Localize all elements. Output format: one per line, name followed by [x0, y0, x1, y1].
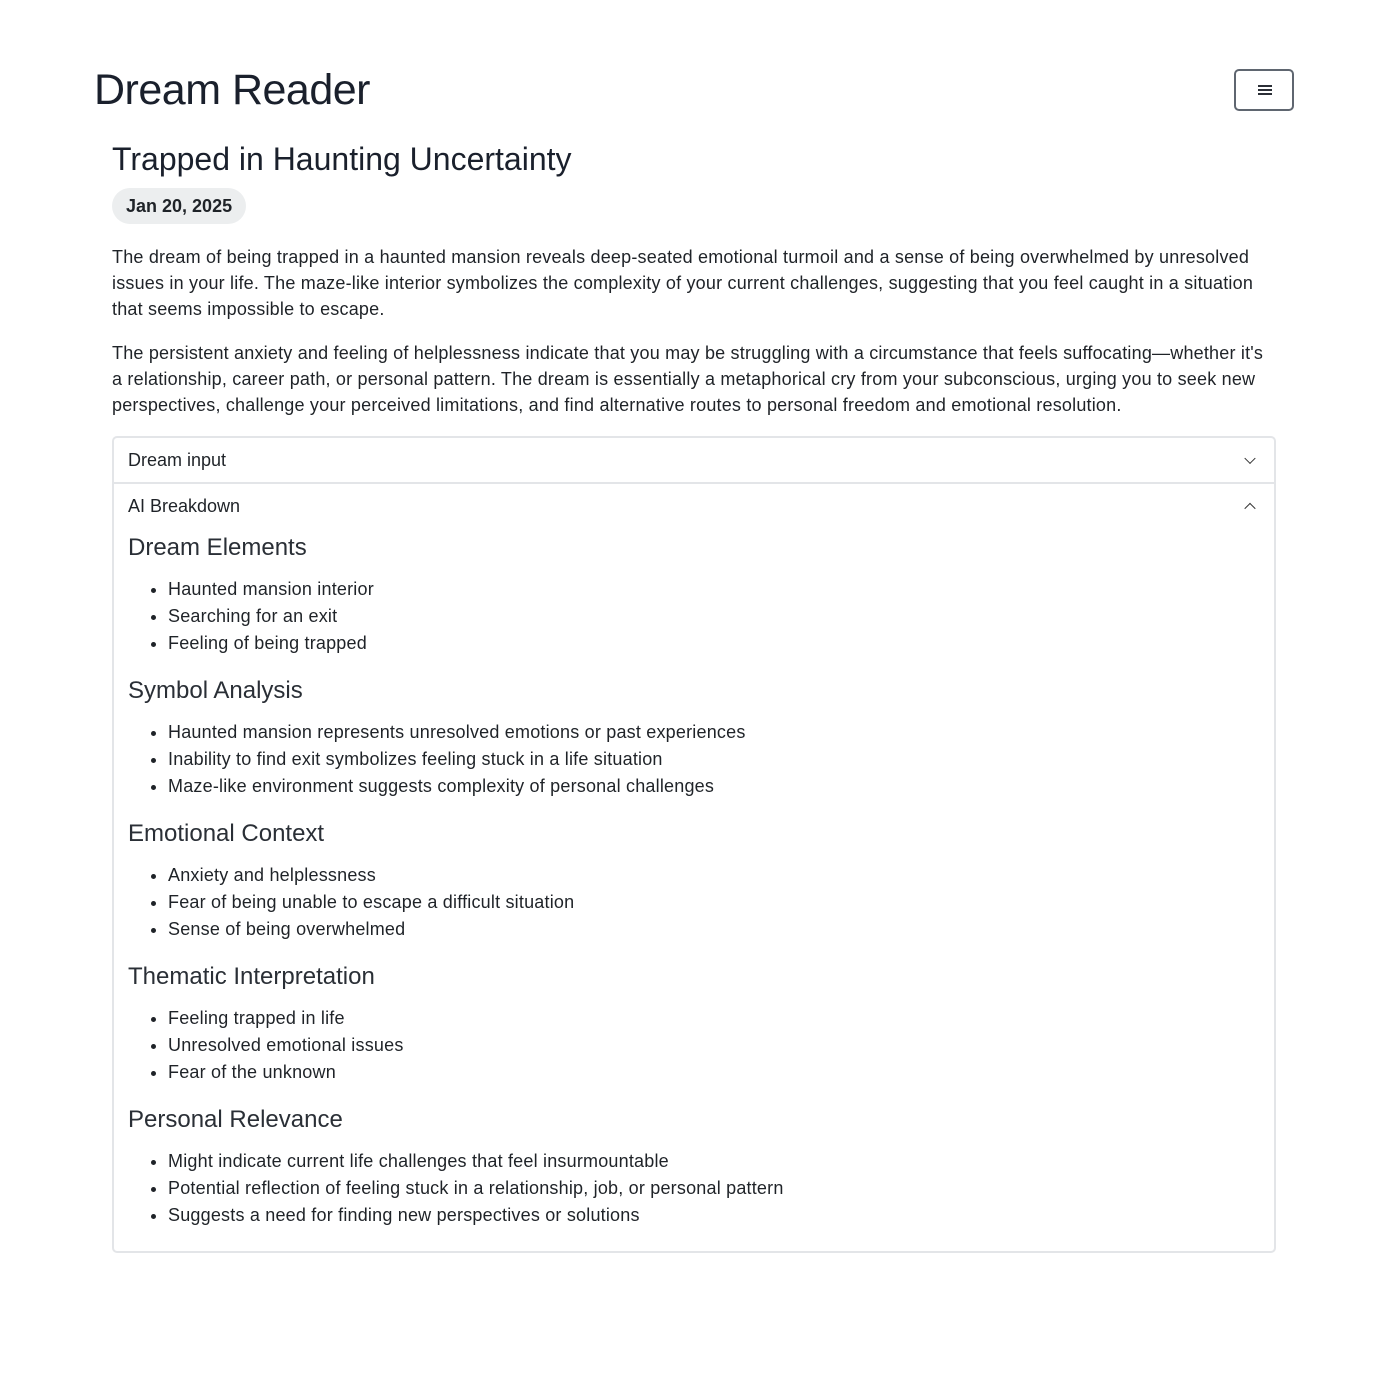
ai-breakdown-label: AI Breakdown — [128, 495, 241, 516]
list-item: • Maze-like environment suggests complexity of personal challenges — [168, 773, 1260, 800]
dream-title: Trapped in Haunting Uncertainty — [112, 141, 572, 177]
list-item: • Might indicate current life challenges that feel insurmountable — [168, 1148, 1260, 1175]
interpretation-paragraph: The persistent anxiety and feeling of helplessness indicate that you may be struggling with a circumstance that feels suffocating—whether it's a relationship, career path, or personal pattern. The dream is essentially a metaphorical cry from your subconscious, urging you to seek new perspectives, challenge your perceived limitations, and find alternative routes to personal freedom and emotional resolution. — [112, 343, 1264, 415]
section-emotional-context — [128, 818, 1260, 943]
accordion-item-dream-input — [114, 438, 1274, 482]
list-item: • Sense of being overwhelmed — [168, 916, 1260, 943]
ai-breakdown-body — [114, 528, 1274, 1251]
list-item: • Haunted mansion interior — [168, 576, 1260, 603]
list-item: • Fear of the unknown — [168, 1059, 1260, 1086]
dream-detail — [112, 138, 1276, 1253]
accordion — [112, 436, 1276, 1253]
dream-input-toggle[interactable] — [114, 438, 1274, 482]
accordion-item-ai-breakdown — [114, 482, 1274, 1251]
ai-breakdown-toggle[interactable] — [114, 484, 1274, 528]
dream-input-label: Dream input — [128, 449, 227, 470]
section-symbol-analysis — [128, 675, 1260, 800]
list-item: • Unresolved emotional issues — [168, 1032, 1260, 1059]
interpretation-paragraph: The dream of being trapped in a haunted mansion reveals deep-seated emotional turmoil and a sense of being overwhelmed by unresolved issues in your life. The maze-like interior symbolizes the complexity of your current challenges, suggesting that you feel caught in a situation that seems impossible to escape. — [112, 247, 1254, 319]
list-item: • Feeling trapped in life — [168, 1005, 1260, 1032]
section-heading: Symbol Analysis — [128, 677, 303, 704]
list-item: • Potential reflection of feeling stuck in a relationship, job, or personal pattern — [168, 1175, 1260, 1202]
app-title: Dream Reader — [94, 66, 370, 114]
section-heading: Dream Elements — [128, 534, 307, 561]
list-item: • Haunted mansion represents unresolved emotions or past experiences — [168, 719, 1260, 746]
chevron-up-icon — [1244, 503, 1255, 514]
app-header — [94, 62, 1294, 118]
bullet-list — [128, 1005, 1260, 1086]
hamburger-menu-icon — [1258, 85, 1272, 95]
menu-button[interactable] — [1234, 69, 1294, 111]
bullet-list — [128, 862, 1260, 943]
section-heading: Personal Relevance — [128, 1106, 343, 1133]
list-item: • Anxiety and helplessness — [168, 862, 1260, 889]
section-thematic-interpretation — [128, 961, 1260, 1086]
section-personal-relevance — [128, 1104, 1260, 1229]
section-heading: Thematic Interpretation — [128, 963, 375, 990]
bullet-list — [128, 1148, 1260, 1229]
list-item: • Feeling of being trapped — [168, 630, 1260, 657]
list-item: • Suggests a need for finding new perspectives or solutions — [168, 1202, 1260, 1229]
list-item: • Inability to find exit symbolizes feeling stuck in a life situation — [168, 746, 1260, 773]
section-dream-elements — [128, 532, 1260, 657]
chevron-down-icon — [1244, 453, 1255, 464]
section-heading: Emotional Context — [128, 820, 325, 847]
list-item: • Fear of being unable to escape a difficult situation — [168, 889, 1260, 916]
bullet-list — [128, 576, 1260, 657]
list-item: • Searching for an exit — [168, 603, 1260, 630]
bullet-list — [128, 719, 1260, 800]
date-badge: Jan 20, 2025 — [112, 188, 246, 224]
